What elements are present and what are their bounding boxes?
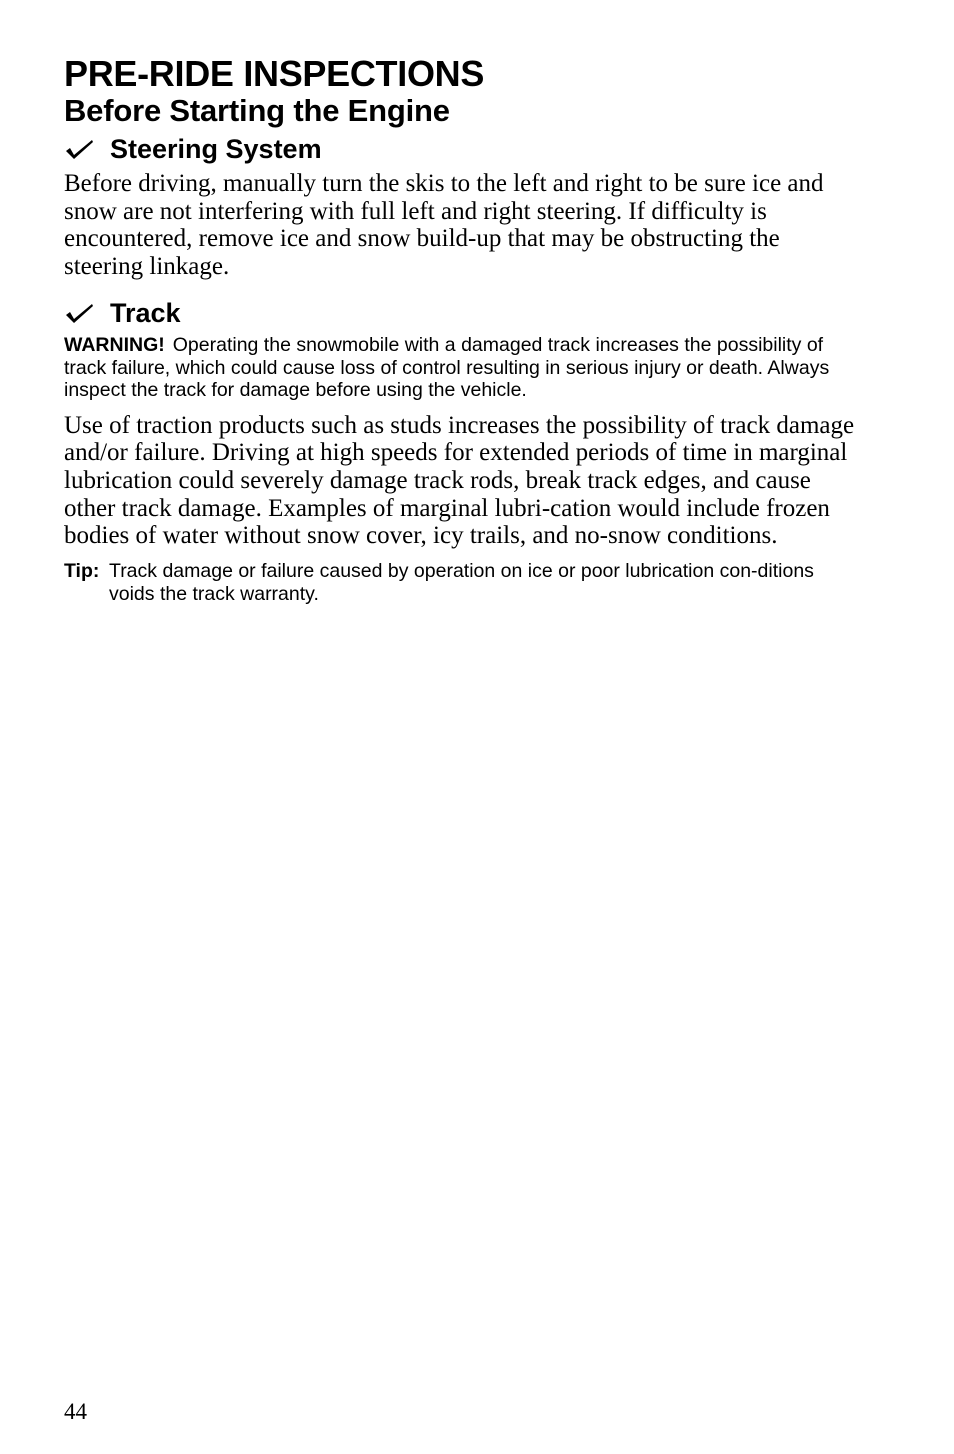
checkmark-icon	[64, 138, 94, 160]
warning-label: WARNING!	[64, 334, 165, 357]
steering-heading-text: Steering System	[110, 134, 322, 164]
checkmark-icon	[64, 302, 94, 324]
steering-body: Before driving, manually turn the skis to the left and right to be sure ice and snow are not interfering with full left and right steering. If difficulty is encountered, remove ice and snow build-up that may be obstructing the steering linkage.	[64, 170, 824, 280]
page-subtitle: Before Starting the Engine	[64, 93, 450, 128]
page-number: 44	[64, 1399, 87, 1424]
track-section-heading	[64, 294, 864, 332]
page-title: PRE-RIDE INSPECTIONS	[64, 53, 485, 94]
track-heading-text: Track	[110, 298, 181, 329]
track-tip	[64, 560, 864, 606]
tip-text: Track damage or failure caused by operation on ice or poor lubrication con-ditions voids the track warranty.	[109, 559, 814, 605]
track-warning	[64, 334, 864, 402]
steering-section-heading	[64, 130, 864, 168]
warning-text: Operating the snowmobile with a damaged track increases the possibility of track failure, which could cause loss of control resulting in serious injury or death. Always inspect the track for damage before using the vehicle.	[64, 334, 830, 402]
track-body: Use of traction products such as studs increases the possibility of track damage and/or failure. Driving at high speeds for extended periods of time in marginal lubrication could severely damage track rods, break track edges, and cause other track damage. Examples of marginal lubri-cation would include frozen bodies of water without snow cover, icy trails, and no-snow conditions.	[64, 411, 855, 550]
tip-label: Tip:	[64, 559, 100, 582]
document-page	[64, 54, 864, 606]
